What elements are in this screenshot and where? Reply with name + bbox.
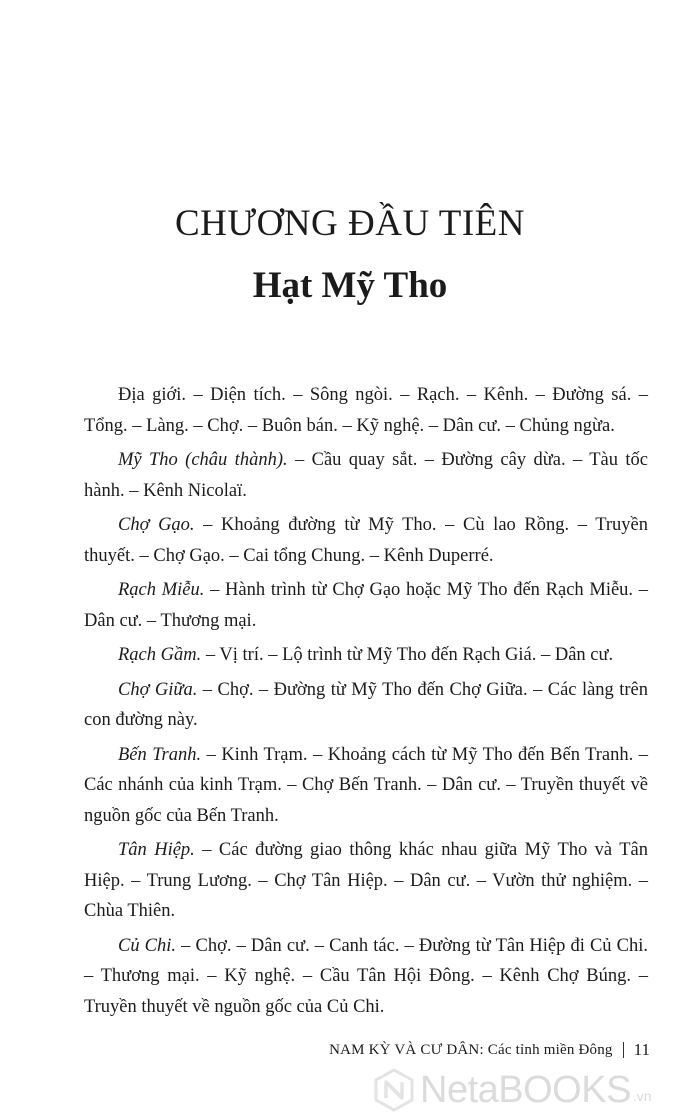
chapter-subtitle: Hạt Mỹ Tho bbox=[252, 265, 448, 306]
page-number: 11 bbox=[633, 1040, 650, 1059]
summary-paragraph bbox=[84, 575, 648, 636]
paragraph-text: – Hành trình từ Chợ Gạo hoặc Mỹ Tho đến Rạch Miễu. – Dân cư. – Thương mại. bbox=[84, 580, 649, 631]
chapter-title: CHƯƠNG ĐẦU TIÊN bbox=[174, 203, 525, 244]
paragraph-text: – Cầu quay sắt. – Đường cây dừa. – Tàu tốc hành. – Kênh Nicolaï. bbox=[84, 450, 648, 501]
paragraph-text: – Chợ. – Đường từ Mỹ Tho đến Chợ Giữa. – Các làng trên con đường này. bbox=[84, 679, 648, 730]
paragraph-lead: Chợ Gạo. bbox=[118, 515, 195, 535]
footer-divider bbox=[623, 1042, 624, 1058]
paragraph-lead: Củ Chi. bbox=[118, 935, 177, 956]
summary-paragraph bbox=[84, 675, 648, 736]
paragraph-lead: Chợ Giữa. bbox=[118, 679, 198, 700]
watermark bbox=[372, 1068, 652, 1112]
paragraph-lead: Rạch Miễu. bbox=[118, 580, 205, 600]
chapter-summary bbox=[84, 380, 648, 1026]
running-head: NAM KỲ VÀ CƯ DÂN: Các tỉnh miền Đông bbox=[329, 1041, 613, 1058]
paragraph-text: – Chợ. – Dân cư. – Canh tác. – Đường từ Tân Hiệp đi Củ Chi. – Thương mại. – Kỹ nghệ. – Cầu Tân Hội Đông. – Kênh Chợ Búng. – Truyền thuyết về nguồn gốc của Củ Chi. bbox=[84, 935, 648, 1017]
summary-paragraph bbox=[84, 931, 648, 1023]
watermark-text: NetaBOOKS bbox=[420, 1068, 631, 1111]
summary-paragraph bbox=[84, 640, 648, 671]
watermark-tld: .vn bbox=[632, 1088, 652, 1104]
paragraph-text: – Khoảng đường từ Mỹ Tho. – Cù lao Rồng. – Truyền thuyết. – Chợ Gạo. – Cai tổng Chung. – Kênh Duperré. bbox=[84, 515, 648, 566]
paragraph-text: – Kinh Trạm. – Khoảng cách từ Mỹ Tho đến Bến Tranh. – Các nhánh của kinh Trạm. – Chợ Bến Tranh. – Dân cư. – Truyền thuyết về nguồn gốc của Bến Tranh. bbox=[84, 744, 648, 826]
paragraph-lead: Bến Tranh. bbox=[118, 744, 202, 765]
paragraph-text: – Các đường giao thông khác nhau giữa Mỹ Tho và Tân Hiệp. – Trung Lương. – Chợ Tân Hiệp. – Dân cư. – Vườn thử nghiệm. – Chùa Thiên. bbox=[84, 840, 648, 921]
page-footer bbox=[329, 1040, 650, 1060]
paragraph-lead: Rạch Gầm. bbox=[118, 645, 202, 665]
summary-paragraph bbox=[84, 445, 648, 506]
paragraph-text: – Vị trí. – Lộ trình từ Mỹ Tho đến Rạch Giá. – Dân cư. bbox=[201, 645, 614, 665]
summary-paragraph bbox=[84, 380, 648, 441]
paragraph-text: Địa giới. – Diện tích. – Sông ngòi. – Rạch. – Kênh. – Đường sá. – Tổng. – Làng. – Chợ. – Buôn bán. – Kỹ nghệ. – Dân cư. – Chủng ngừa. bbox=[84, 385, 648, 436]
summary-paragraph bbox=[84, 510, 648, 571]
summary-paragraph bbox=[84, 835, 648, 927]
paragraph-lead: Tân Hiệp. bbox=[118, 840, 195, 860]
summary-paragraph bbox=[84, 740, 648, 832]
neta-logo-icon bbox=[372, 1068, 416, 1112]
paragraph-lead: Mỹ Tho (châu thành). bbox=[118, 450, 288, 470]
